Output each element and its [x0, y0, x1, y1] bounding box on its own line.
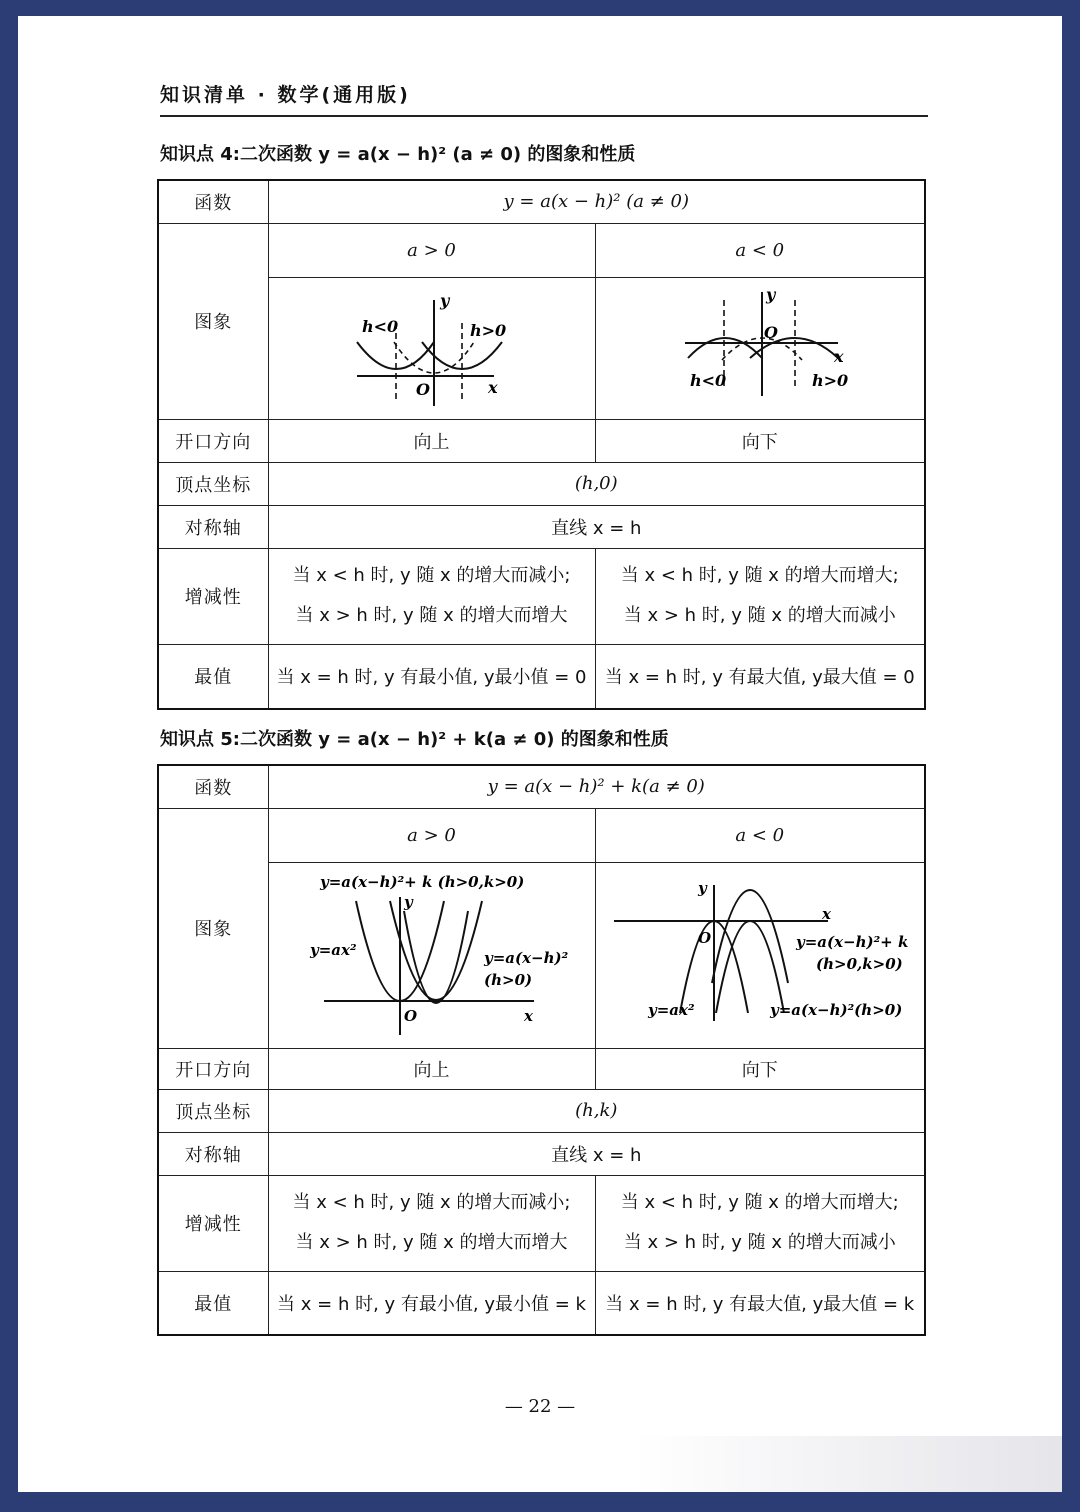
label-x: x	[487, 377, 498, 397]
parabola-h-neg	[688, 338, 762, 358]
kp4-case-pos: a > 0	[268, 223, 595, 277]
kp5-graph-neg-cell	[595, 862, 925, 1048]
kp5-formula: y = a(x − h)² + k(a ≠ 0)	[268, 765, 925, 808]
kp4-case-neg: a < 0	[595, 223, 925, 277]
kp4-label-axis: 对称轴	[158, 505, 268, 548]
kp5-graph-pos-cell	[268, 862, 595, 1048]
kp5-label-open: 开口方向	[158, 1048, 268, 1089]
kp5-label-axis: 对称轴	[158, 1132, 268, 1175]
kp4-mono-pos	[268, 548, 595, 644]
kp4-label-ext: 最值	[158, 644, 268, 709]
kp4-graph-pos	[272, 278, 592, 414]
kp4-label-graph: 图象	[158, 223, 268, 419]
kp5-label-graph: 图象	[158, 808, 268, 1048]
kp5-ext-neg: 当 x = h 时, y 有最大值, y最大值 = k	[595, 1271, 925, 1335]
label-h-pos: h>0	[811, 370, 848, 390]
label-y: y	[403, 892, 413, 911]
kp5-label-vertex: 顶点坐标	[158, 1089, 268, 1132]
kp4-label-vertex: 顶点坐标	[158, 462, 268, 505]
label-top: y=a(x−h)²+ k (h>0,k>0)	[319, 872, 524, 891]
kp5-vertex: (h,k)	[268, 1089, 925, 1132]
kp4-table	[157, 179, 926, 710]
kp5-open-neg: 向下	[595, 1048, 925, 1089]
kp4-vertex: (h,0)	[268, 462, 925, 505]
label-o: O	[415, 379, 430, 399]
label-x: x	[821, 904, 831, 923]
label-r1: y=a(x−h)²+ k	[795, 932, 909, 951]
parabola-shift-h	[404, 911, 468, 1003]
label-r2: (h>0,k>0)	[815, 954, 903, 973]
label-right1: y=a(x−h)²	[483, 948, 568, 967]
kp4-axis: 直线 x = h	[268, 505, 925, 548]
kp5-case-neg: a < 0	[595, 808, 925, 862]
kp5-title: 知识点 5:二次函数 y = a(x − h)² + k(a ≠ 0) 的图象和性质	[160, 729, 669, 750]
label-h-neg: h<0	[689, 370, 726, 390]
label-x: x	[523, 1006, 533, 1025]
page-number: — 22 —	[504, 1396, 576, 1417]
kp5-mono-pos	[268, 1175, 595, 1271]
kp5-mono-pos-line2: 当 x > h 时, y 随 x 的增大而增大	[295, 1232, 568, 1253]
kp4-mono-neg-line2: 当 x > h 时, y 随 x 的增大而减小	[623, 605, 896, 626]
kp4-mono-neg-line1: 当 x < h 时, y 随 x 的增大而增大;	[620, 565, 899, 586]
kp5-open-pos: 向上	[268, 1048, 595, 1089]
parabola-shift-hk	[712, 890, 788, 983]
kp5-ext-pos: 当 x = h 时, y 有最小值, y最小值 = k	[268, 1271, 595, 1335]
kp4-title: 知识点 4:二次函数 y = a(x − h)² (a ≠ 0) 的图象和性质	[160, 144, 636, 165]
running-header: 知识清单 · 数学(通用版)	[160, 80, 928, 117]
kp5-label-func: 函数	[158, 765, 268, 808]
kp5-mono-neg	[595, 1175, 925, 1271]
kp5-mono-neg-line2: 当 x > h 时, y 随 x 的增大而减小	[623, 1232, 896, 1253]
kp4-graph-pos-cell	[268, 277, 595, 419]
kp4-graph-neg-cell	[595, 277, 925, 419]
label-left: y=ax²	[309, 940, 357, 959]
label-h-neg: h<0	[361, 316, 398, 336]
kp4-open-pos: 向上	[268, 419, 595, 462]
kp4-mono-pos-line1: 当 x < h 时, y 随 x 的增大而减小;	[292, 565, 571, 586]
label-x: x	[833, 346, 844, 366]
kp5-mono-pos-line1: 当 x < h 时, y 随 x 的增大而减小;	[292, 1192, 571, 1213]
label-o: O	[763, 322, 778, 342]
kp5-mono-neg-line1: 当 x < h 时, y 随 x 的增大而增大;	[620, 1192, 899, 1213]
kp4-ext-pos: 当 x = h 时, y 有最小值, y最小值 = 0	[268, 644, 595, 709]
kp4-label-mono: 增减性	[158, 548, 268, 644]
kp5-label-ext: 最值	[158, 1271, 268, 1335]
label-y: y	[439, 290, 449, 310]
label-right2: (h>0)	[483, 970, 532, 989]
label-y: y	[765, 284, 776, 304]
kp4-graph-neg	[600, 278, 920, 414]
label-h-pos: h>0	[469, 320, 506, 340]
parabola-shift-h	[716, 921, 784, 1013]
page	[18, 16, 1062, 1492]
kp4-ext-neg: 当 x = h 时, y 有最大值, y最大值 = 0	[595, 644, 925, 709]
kp5-graph-pos	[272, 863, 592, 1043]
kp4-formula: y = a(x − h)² (a ≠ 0)	[268, 180, 925, 223]
kp5-axis: 直线 x = h	[268, 1132, 925, 1175]
kp5-table	[157, 764, 926, 1336]
kp4-label-func: 函数	[158, 180, 268, 223]
parabola-shift-hk	[390, 901, 482, 1000]
kp4-open-neg: 向下	[595, 419, 925, 462]
kp4-label-open: 开口方向	[158, 419, 268, 462]
kp5-label-mono: 增减性	[158, 1175, 268, 1271]
label-y: y	[697, 878, 707, 897]
kp4-mono-neg	[595, 548, 925, 644]
label-br: y=a(x−h)²(h>0)	[769, 1000, 903, 1019]
label-o: O	[697, 928, 711, 947]
kp5-graph-neg	[600, 863, 920, 1043]
label-bl: y=ax²	[647, 1000, 695, 1019]
kp5-case-pos: a > 0	[268, 808, 595, 862]
label-o: O	[403, 1006, 417, 1025]
kp4-mono-pos-line2: 当 x > h 时, y 随 x 的增大而增大	[295, 605, 568, 626]
bottom-fade-bar	[633, 1436, 1062, 1492]
